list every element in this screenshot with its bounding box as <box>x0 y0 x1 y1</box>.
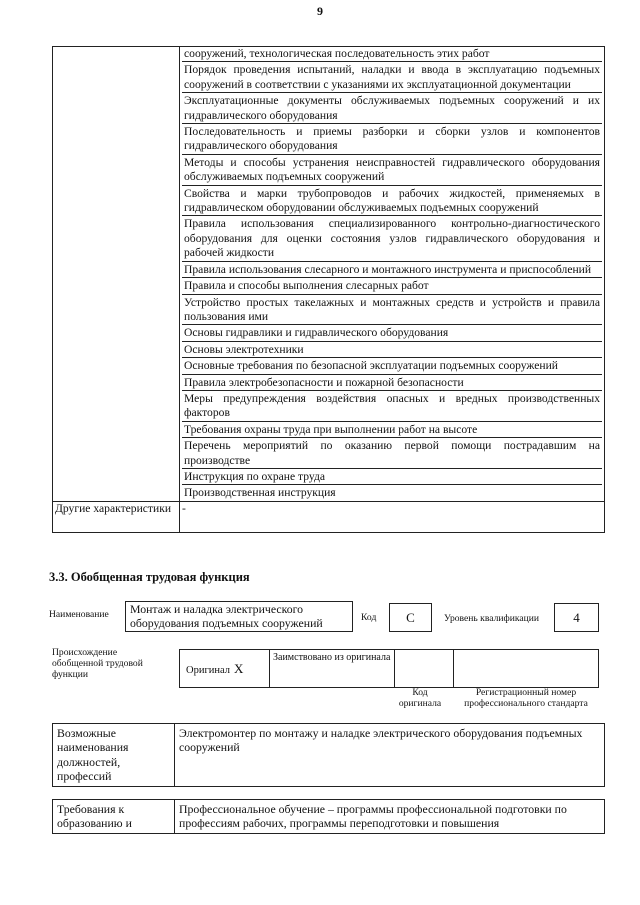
positions-table <box>52 723 605 787</box>
knowledge-table <box>52 46 605 533</box>
knowledge-item: Правила электробезопасности и пожарной безопасности <box>182 374 602 390</box>
origin-label: Происхождение обобщенной трудовой функции <box>52 647 143 680</box>
code-box: C <box>389 603 432 632</box>
knowledge-item: Последовательность и приемы разборки и сборки узлов и компонентов гидравлического оборудования <box>184 125 600 153</box>
knowledge-item: Инструкция по охране труда <box>182 468 602 484</box>
knowledge-item: Перечень мероприятий по оказанию первой помощи пострадавшим на производстве <box>184 439 600 467</box>
original-label: Оригинал <box>186 664 230 676</box>
original-mark: X <box>234 660 244 676</box>
other-characteristics-value: - <box>180 501 605 532</box>
level-label: Уровень квалификации <box>444 613 540 624</box>
education-label: Требования к образованию и <box>53 800 175 834</box>
knowledge-item: Основы электротехники <box>182 341 602 357</box>
education-table <box>52 799 605 834</box>
knowledge-item: Методы и способы устранения неисправностей гидравлического оборудования обслуживаемых подъемных сооружений <box>184 155 600 184</box>
knowledge-item: Основные требования по безопасной эксплуатации подъемных сооружений <box>182 357 602 373</box>
knowledge-item: Правила использования специализированного контрольно-диагностического оборудования для оценки состояния узлов гидравлического оборудования и рабочей жидкости <box>184 217 600 260</box>
knowledge-item: Основы гидравлики и гидравлического оборудования <box>182 324 602 340</box>
knowledge-item: Свойства и марки трубопроводов и рабочих жидкостей, применяемых в гидравлическом оборудовании обслуживаемых подъемных сооружений <box>184 186 600 215</box>
knowledge-left-cell <box>53 47 180 502</box>
original-code-cell <box>395 650 454 688</box>
borrowed-label: Заимствовано из оригинала <box>273 652 391 663</box>
original-cell <box>180 650 270 688</box>
positions-value: Электромонтер по монтажу и наладке электрического оборудования подъемных сооружений <box>175 724 605 787</box>
knowledge-item: Требования охраны труда при выполнении работ на высоте <box>182 421 602 437</box>
knowledge-item: Устройство простых такелажных и монтажных средств и устройств и правила пользования ими <box>184 295 600 323</box>
knowledge-item: Эксплуатационные документы обслуживаемых подъемных сооружений и их гидравлического оборудования <box>184 94 600 122</box>
section-title: 3.3. Обобщенная трудовая функция <box>49 570 250 584</box>
origin-table <box>179 649 599 688</box>
borrowed-cell <box>270 650 395 688</box>
page-number: 9 <box>317 4 323 18</box>
reg-number-caption: Регистрационный номер профессионального стандарта <box>464 687 588 709</box>
level-box: 4 <box>554 603 599 632</box>
knowledge-item: Правила и способы выполнения слесарных работ <box>182 277 602 293</box>
function-name-box: Монтаж и наладка электрического оборудования подъемных сооружений <box>125 601 353 632</box>
positions-label: Возможные наименования должностей, профессий <box>53 724 175 787</box>
knowledge-item: Порядок проведения испытаний, наладки и ввода в эксплуатацию подъемных сооружений в соответствии с указаниями их эксплуатационной документации <box>184 63 600 91</box>
other-characteristics-label: Другие характеристики <box>55 501 172 515</box>
code-caption: Код оригинала <box>398 687 442 709</box>
code-label: Код <box>361 612 377 623</box>
name-label: Наименование <box>49 609 109 620</box>
education-value: Профессиональное обучение – программы профессиональной подготовки по профессиям рабочих, программы переподготовки и повышения <box>175 800 605 834</box>
knowledge-item: сооружений, технологическая последовательность этих работ <box>184 47 490 60</box>
other-characteristics-label-cell <box>53 501 180 532</box>
knowledge-list <box>180 47 605 502</box>
knowledge-item: Производственная инструкция <box>182 484 602 500</box>
knowledge-item: Правила использования слесарного и монтажного инструмента и приспособлений <box>182 261 602 277</box>
reg-number-cell <box>454 650 599 688</box>
knowledge-item: Меры предупреждения воздействия опасных и вредных производственных факторов <box>184 391 600 420</box>
